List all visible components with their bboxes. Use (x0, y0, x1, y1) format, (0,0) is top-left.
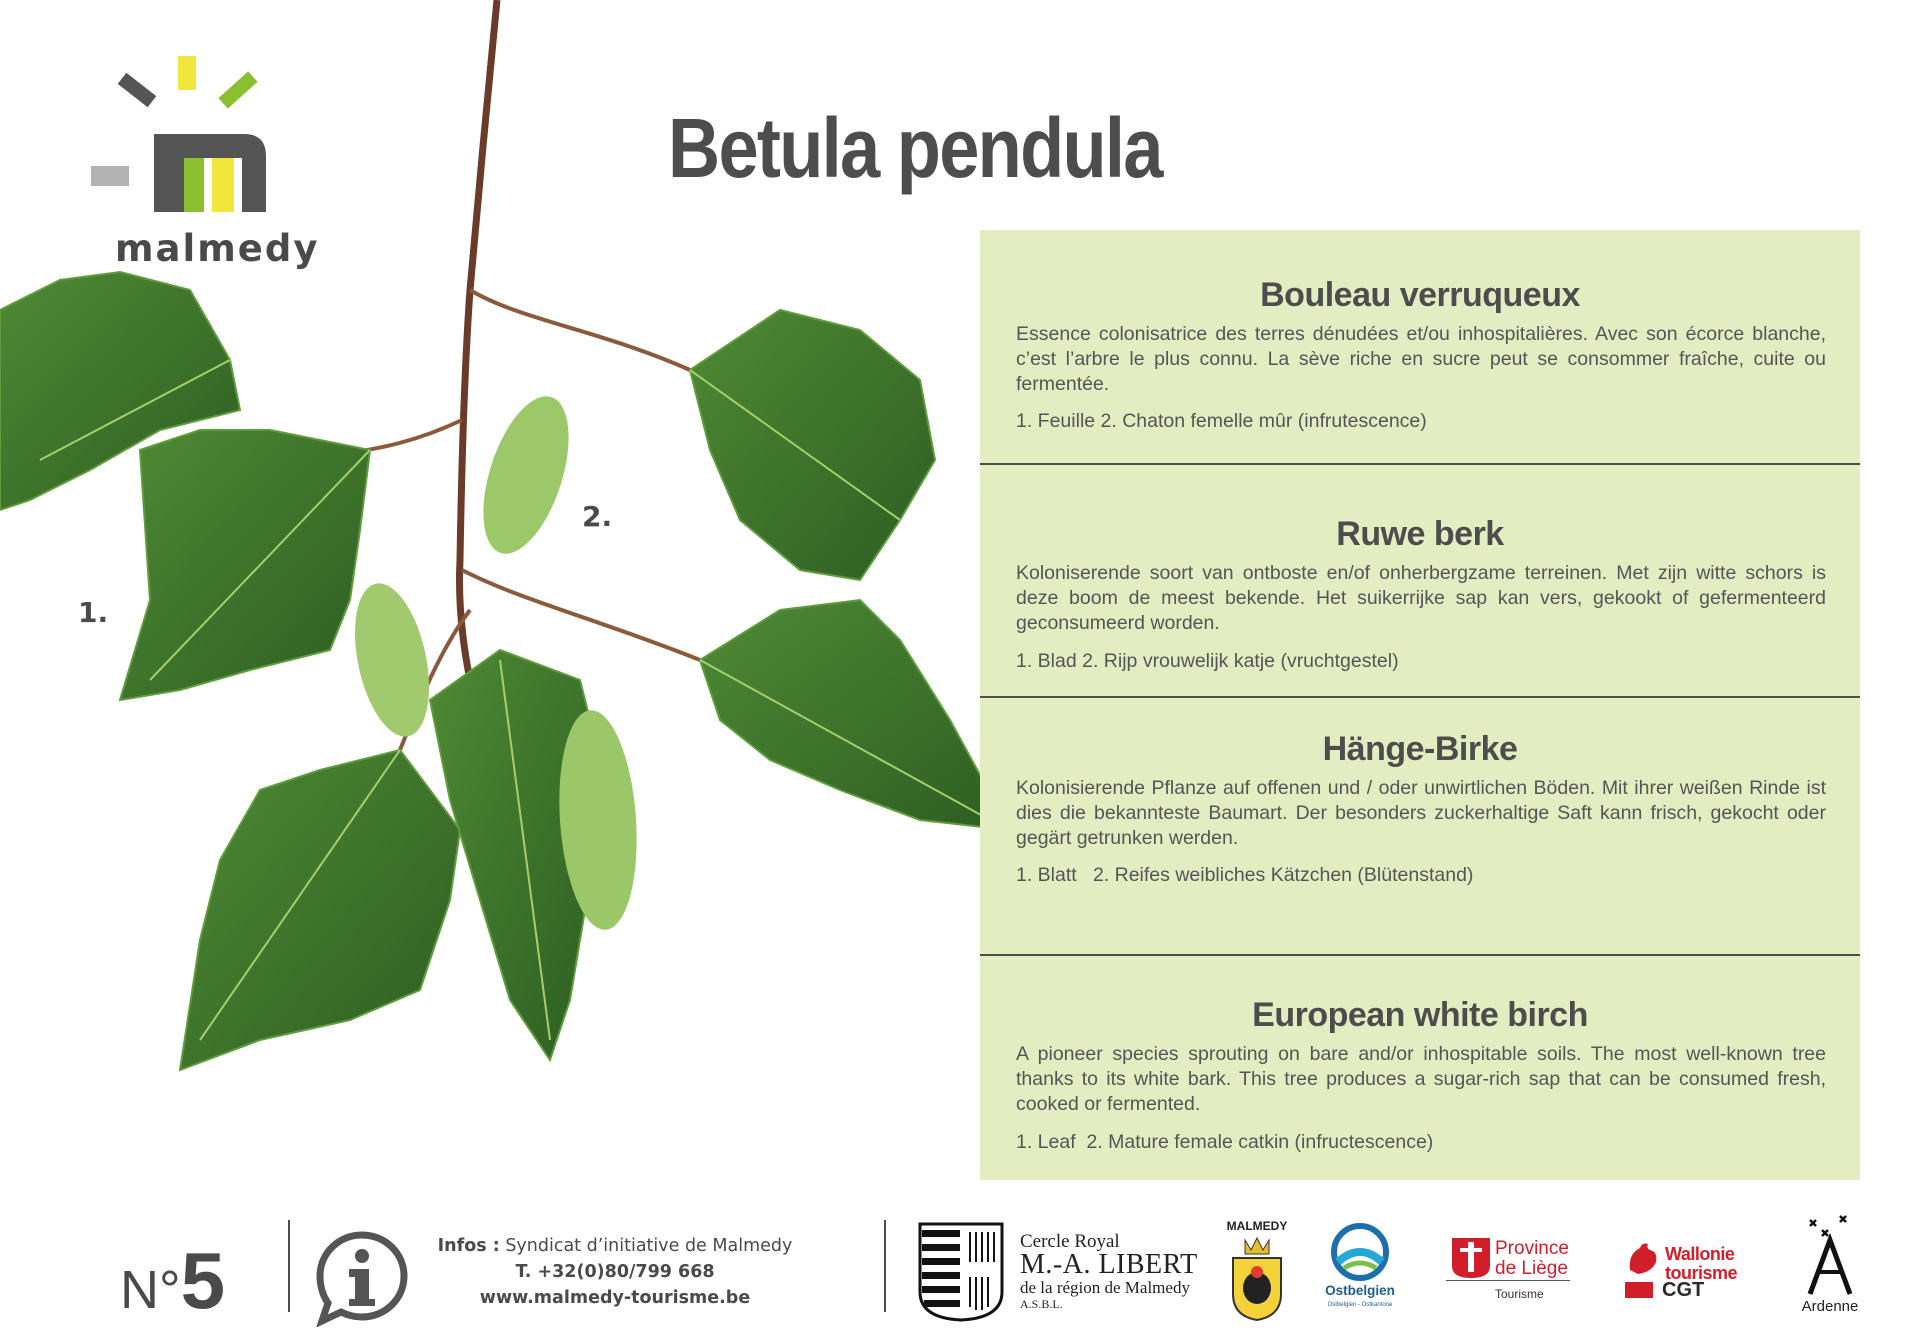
section-title: Ruwe berk (1336, 515, 1504, 553)
cgt-badge (1625, 1282, 1653, 1298)
malmedy-coat-of-arms-icon (1225, 1236, 1289, 1322)
cercle-line2: M.-A. LIBERT (1020, 1249, 1198, 1280)
province-line1: Province (1495, 1238, 1569, 1259)
section-title: European white birch (1252, 996, 1588, 1034)
logo-word: malmedy (115, 227, 320, 270)
infos-website: www.malmedy-tourisme.be (479, 1288, 751, 1308)
panel-number-prefix: N° (120, 1260, 181, 1320)
wallonie-line1: Wallonie (1665, 1244, 1735, 1264)
section-divider (980, 954, 1860, 956)
section-title: Hänge-Birke (1322, 730, 1518, 768)
section-title: Bouleau verruqueux (1260, 276, 1580, 314)
province-text (1495, 1239, 1569, 1279)
cercle-royal-text (1020, 1232, 1198, 1310)
cercle-line3: de la région de Malmedy (1020, 1278, 1190, 1297)
footer-separator (884, 1220, 886, 1312)
wallonie-text (1665, 1245, 1737, 1283)
ardenne-logo-icon (1800, 1212, 1860, 1298)
province-sub: Tourisme (1495, 1287, 1544, 1301)
cercle-line4: A.S.B.L. (1020, 1297, 1063, 1311)
section-body: Essence colonisatrice des terres dénudées et/ou inhospitalières. Avec son écorce blanche, c’est l’arbre le plus connu. La sève riche en sucre peut se consommer fraîche, cuite ou fermentée. (1016, 323, 1826, 395)
province-liege-logo-icon (1450, 1236, 1492, 1280)
page-title: Betula pendula (668, 101, 1162, 195)
ostbelgien-name: Ostbelgien (1325, 1283, 1395, 1298)
section-legend: 1. Feuille 2. Chaton femelle mûr (infrutescence) (1016, 410, 1427, 432)
birch-branch-illustration (0, 0, 1010, 1080)
wallonie-rooster-icon (1626, 1240, 1660, 1276)
infos-label: Infos : (437, 1236, 500, 1256)
section-body: Kolonisierende Pflanze auf offenen und / oder unwirtlichen Böden. Mit ihrer weißen Rinde ist dies die bekannteste Baumart. Der besonders zuckerhaltige Saft kann frisch, gekocht oder gegärt getrunken werden. (1016, 777, 1826, 849)
cercle-line1: Cercle Royal (1020, 1231, 1120, 1252)
figure-label-catkin: 2. (582, 500, 613, 533)
infos-phone: T. +32(0)80/799 668 (515, 1262, 715, 1282)
panel-number-value: 5 (180, 1236, 226, 1325)
ardenne-caption: Ardenne (1801, 1298, 1859, 1315)
info-icon (312, 1227, 412, 1327)
section-body: Koloniserende soort van ontboste en/of onherbergzame terreinen. Met zijn witte schors is deze boom de meest bekende. Het suikerrijke sap kan vers, gekookt of gefermenteerd geconsumeerd worden. (1016, 562, 1826, 634)
section-divider (980, 696, 1860, 698)
section-divider (980, 463, 1860, 465)
section-legend: 1. Leaf 2. Mature female catkin (infructescence) (1016, 1131, 1434, 1153)
contact-infos (400, 1233, 830, 1311)
section-body: A pioneer species sprouting on bare and/or inhospitable soils. The most well-known tree thanks to its white bark. This tree produces a sugar-rich sap that can be consumed fresh, cooked or fermented. (1016, 1043, 1826, 1115)
panel-number (120, 1235, 225, 1327)
description-panel (980, 230, 1860, 1180)
infos-org: Syndicat d’initiative de Malmedy (499, 1236, 793, 1256)
province-line2: de Liège (1495, 1258, 1568, 1279)
footer-separator (288, 1220, 290, 1312)
malmedy-crest-caption: MALMEDY (1226, 1219, 1288, 1233)
ostbelgien-sub: Ostbelgien - Ostkantone (1327, 1302, 1393, 1308)
figure-label-leaf: 1. (78, 596, 109, 629)
cgt-text: CGT (1662, 1279, 1705, 1301)
ostbelgien-logo-icon (1330, 1222, 1390, 1282)
province-divider (1446, 1280, 1570, 1281)
section-legend: 1. Blatt 2. Reifes weibliches Kätzchen (Blütenstand) (1016, 864, 1474, 886)
section-legend: 1. Blad 2. Rijp vrouwelijk katje (vruchtgestel) (1016, 650, 1399, 672)
wallonie-line2: tourisme (1665, 1263, 1738, 1283)
cercle-royal-crest-icon (918, 1222, 1004, 1322)
